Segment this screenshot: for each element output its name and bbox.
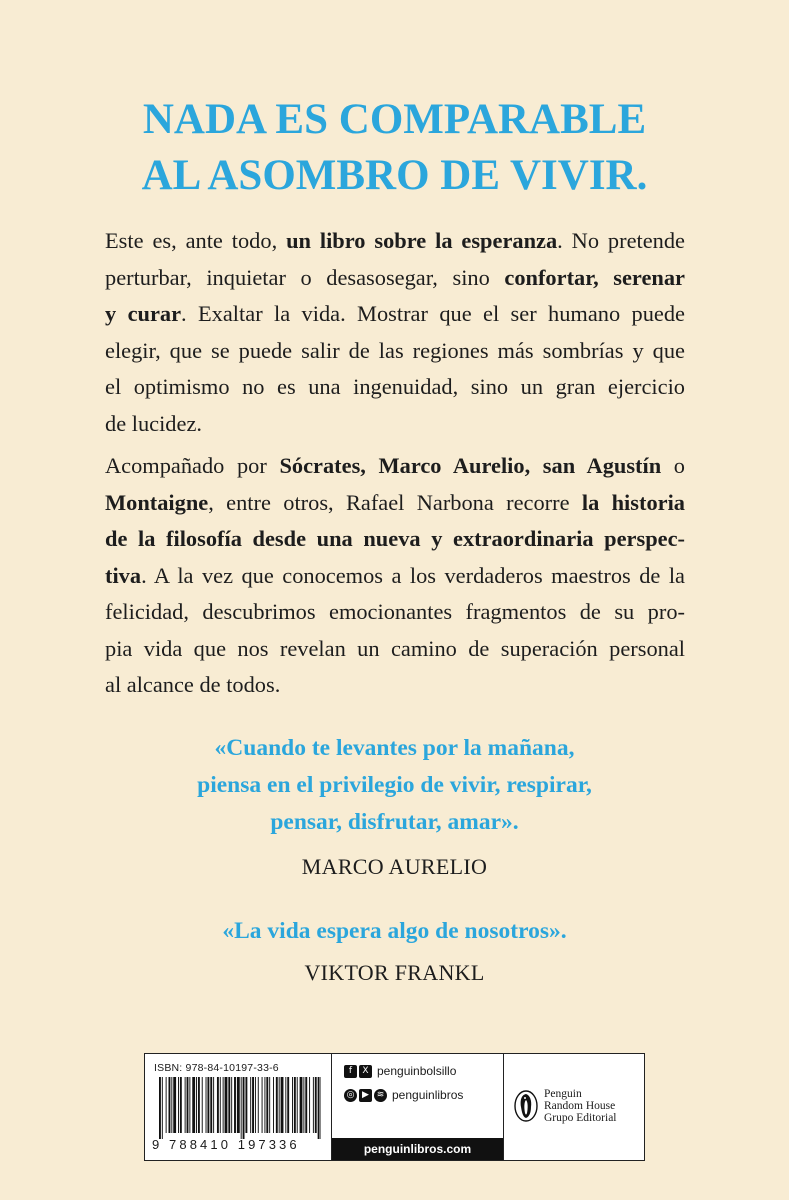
instagram-icon[interactable]: ◎ — [344, 1089, 357, 1102]
barcode-bar — [250, 1077, 251, 1133]
barcode-bar — [159, 1077, 161, 1139]
isbn-cell — [145, 1054, 332, 1160]
p1-text: . Exaltar la vida. Mostrar que el ser humano puede — [181, 301, 685, 326]
barcode-bar — [231, 1077, 232, 1133]
barcode-bar — [252, 1077, 254, 1133]
barcode-bar — [243, 1077, 245, 1139]
p1-text: Este es, ante todo, — [105, 228, 287, 253]
barcode-bar — [217, 1077, 219, 1133]
barcode-bar — [300, 1077, 303, 1133]
p1-bold-text: y curar — [105, 301, 182, 326]
p1-bold-text: confortar, serenar — [504, 264, 685, 290]
barcode-bar — [196, 1077, 197, 1133]
barcode-bar — [287, 1077, 289, 1133]
barcode-bar — [292, 1077, 293, 1133]
youtube-icon[interactable]: ▶ — [359, 1089, 372, 1102]
barcode-bar — [321, 1077, 322, 1139]
barcode-bar — [318, 1077, 320, 1139]
barcode — [159, 1077, 321, 1139]
p2-text: o — [661, 453, 685, 478]
barcode-bar — [281, 1077, 284, 1133]
publisher-name-line-1: Penguin — [544, 1088, 582, 1100]
barcode-bar — [245, 1077, 247, 1133]
barcode-bar — [309, 1077, 310, 1133]
p1-text: perturbar, inquietar o desasosegar, sino — [105, 264, 505, 290]
barcode-bar — [185, 1077, 186, 1133]
quote-viktor-frankl — [0, 913, 789, 950]
barcode-digits: 9 788410 197336 — [152, 1137, 300, 1152]
barcode-bar — [213, 1077, 214, 1133]
p1-bold-text: un libro sobre la esperanza — [286, 228, 558, 253]
barcode-bar — [180, 1077, 182, 1133]
barcode-bar — [237, 1077, 240, 1133]
p2-line-7: al alcance de todos. — [105, 672, 281, 697]
penguin-logo-icon — [514, 1090, 538, 1122]
barcode-bar — [234, 1077, 236, 1133]
headline — [0, 92, 789, 204]
barcode-bar — [207, 1077, 209, 1133]
quote-marco-aurelio — [0, 730, 789, 841]
quote2-line-1: «La vida espera algo de nosotros». — [222, 918, 567, 944]
p2-line-1 — [105, 448, 685, 485]
barcode-bar — [279, 1077, 280, 1133]
p2-bold-text: de la filosofía desde una nueva y extraordinaria perspec- — [105, 526, 685, 551]
p2-line-3 — [105, 521, 685, 558]
publisher-cell — [504, 1054, 644, 1160]
website-link[interactable]: penguinlibros.com — [332, 1138, 503, 1160]
barcode-bar — [305, 1077, 307, 1133]
p1-line-2 — [105, 260, 685, 297]
publisher-logo — [514, 1088, 617, 1124]
p1-line-5: el optimismo no es una ingenuidad, sino un gran ejercicio — [105, 374, 685, 399]
quote1-line-3: pensar, disfrutar, amar». — [270, 809, 519, 835]
quote1-line-2: piensa en el privilegio de vivir, respirar, — [197, 772, 592, 798]
barcode-bar — [258, 1077, 259, 1133]
p1-line-3 — [105, 296, 685, 333]
spotify-icon[interactable]: ≋ — [374, 1089, 387, 1102]
p2-bold-text: tiva — [105, 562, 142, 588]
back-cover-info-box — [144, 1053, 645, 1161]
barcode-bar — [303, 1077, 304, 1133]
publisher-name — [544, 1088, 617, 1124]
isbn-label: ISBN: 978-84-10197-33-6 — [154, 1062, 279, 1074]
barcode-bar — [225, 1077, 228, 1133]
barcode-bar — [262, 1077, 263, 1133]
barcode-bar — [228, 1077, 230, 1133]
synopsis-paragraph-2 — [105, 448, 685, 704]
p2-bold-text: Sócrates, Marco Aurelio, san Agustín — [279, 453, 662, 478]
publisher-name-line-3: Grupo Editorial — [544, 1112, 617, 1124]
barcode-bar — [313, 1077, 314, 1133]
barcode-bar — [266, 1077, 268, 1133]
barcode-bar — [187, 1077, 189, 1133]
barcode-bar — [206, 1077, 207, 1133]
p2-bold-text: Montaigne — [105, 489, 209, 515]
barcode-bar — [189, 1077, 190, 1133]
barcode-bar — [264, 1077, 265, 1133]
barcode-bar — [162, 1077, 163, 1139]
barcode-bar — [178, 1077, 179, 1133]
social-handle-1[interactable]: penguinbolsillo — [377, 1064, 457, 1078]
barcode-bar — [192, 1077, 195, 1133]
p2-line-5: felicidad, descubrimos emocionantes fragmentos de su pro- — [105, 599, 685, 624]
social-handle-2[interactable]: penguinlibros — [392, 1088, 464, 1102]
barcode-bar — [210, 1077, 212, 1133]
barcode-bar — [297, 1077, 298, 1133]
synopsis-paragraph-1 — [105, 223, 685, 442]
p2-text: Acompañado por — [105, 453, 280, 478]
quote2-author: VIKTOR FRANKL — [304, 960, 485, 985]
barcode-bar — [198, 1077, 200, 1133]
barcode-bar — [273, 1077, 274, 1133]
barcode-bar — [276, 1077, 278, 1133]
p1-line-4: elegir, que se puede salir de las regiones más sombrías y que — [105, 337, 685, 363]
x-icon[interactable]: X — [359, 1065, 372, 1078]
barcode-bar — [285, 1077, 286, 1133]
p1-line-1 — [105, 223, 685, 260]
barcode-bar — [241, 1077, 242, 1139]
barcode-bar — [269, 1077, 270, 1133]
social-cell — [332, 1054, 504, 1160]
quote1-line-1: «Cuando te levantes por la mañana, — [214, 735, 575, 761]
social-row-1 — [344, 1064, 456, 1078]
barcode-bar — [220, 1077, 221, 1133]
headline-line-2: AL ASOMBRO DE VIVIR. — [141, 152, 648, 199]
facebook-icon[interactable]: f — [344, 1065, 357, 1078]
p1-line-6: de lucidez. — [105, 410, 202, 436]
p2-line-2 — [105, 485, 685, 522]
social-row-2 — [344, 1088, 463, 1102]
barcode-bar — [171, 1077, 172, 1133]
headline-line-1: NADA ES COMPARABLE — [142, 96, 647, 143]
barcode-bar — [202, 1077, 203, 1133]
barcode-bar — [294, 1077, 296, 1133]
barcode-bar — [223, 1077, 224, 1133]
barcode-bar — [169, 1077, 171, 1133]
barcode-bar — [173, 1077, 176, 1133]
barcode-bar — [166, 1077, 167, 1133]
p2-text: . A la vez que conocemos a los verdaderos maestros de la — [141, 562, 685, 588]
publisher-name-line-2: Random House — [544, 1100, 616, 1112]
p1-text: . No pretende — [557, 228, 685, 253]
p2-line-6: pia vida que nos revelan un camino de superación personal — [105, 635, 685, 661]
barcode-bar — [255, 1077, 256, 1133]
quote1-author: MARCO AURELIO — [301, 854, 488, 879]
barcode-bar — [315, 1077, 317, 1133]
p2-line-4 — [105, 558, 685, 595]
p2-text: , entre otros, Rafael Narbona recorre — [208, 489, 582, 515]
p2-bold-text: la historia — [581, 489, 685, 515]
